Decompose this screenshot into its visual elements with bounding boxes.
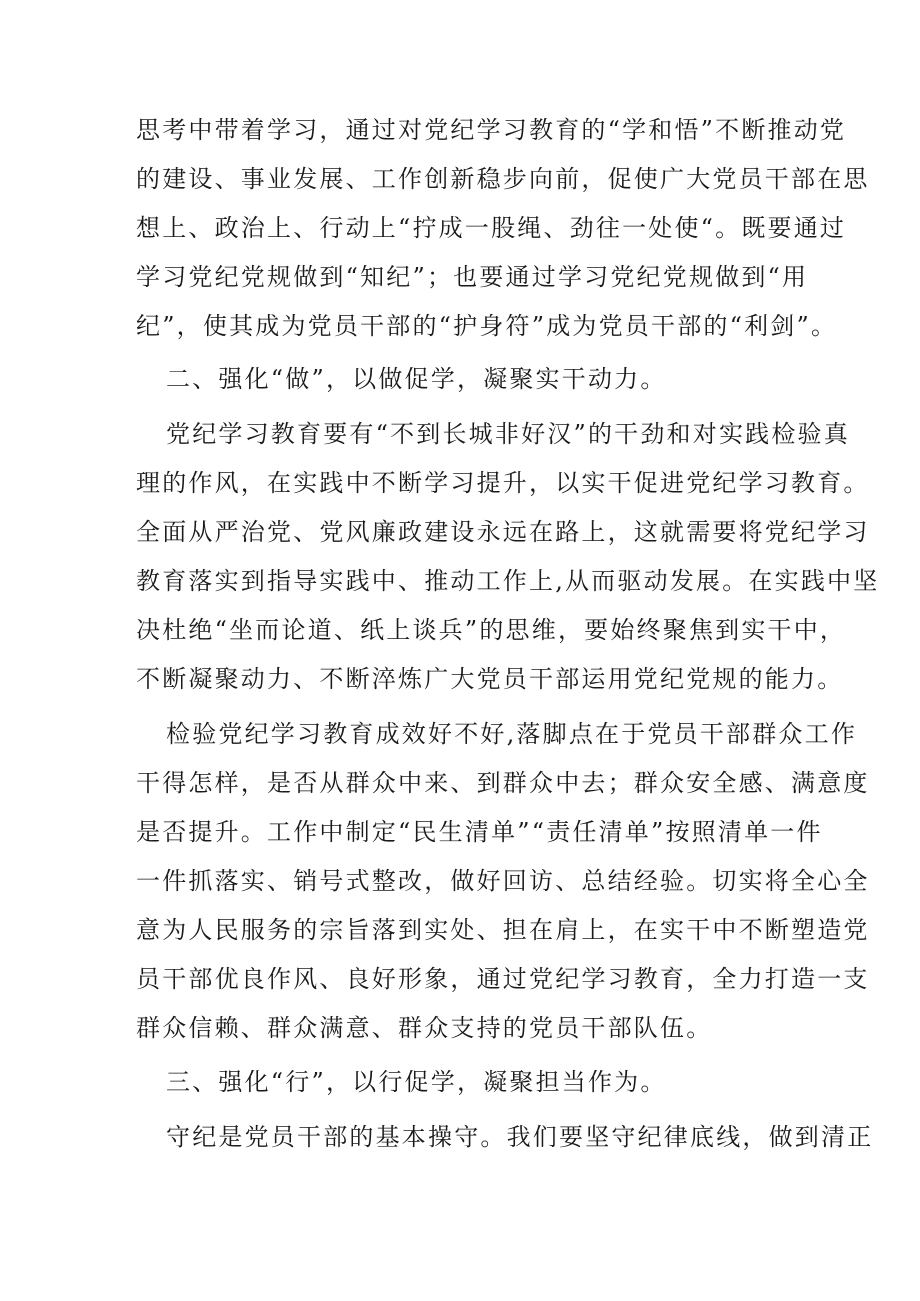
paragraph-3-line-7: 群众信赖、群众满意、群众支持的党员干部队伍。: [136, 1014, 713, 1042]
paragraph-2-line-3: 全面从严治党、党风廉政建设永远在路上，这就需要将党纪学习: [136, 518, 870, 546]
paragraph-3-line-4: 一件抓落实、销号式整改，做好回访、总结经验。切实将全心全: [136, 867, 870, 895]
paragraph-2-line-4: 教育落实到指导实践中、推动工作上,从而驱动发展。在实践中坚: [136, 567, 880, 595]
paragraph-1-line-2: 的建设、事业发展、工作创新稳步向前，促使广大党员干部在思: [136, 165, 870, 193]
paragraph-1-line-5: 纪”，使其成为党员干部的“护身符”成为党员干部的“利剑”。: [136, 312, 838, 340]
paragraph-3-line-5: 意为人民服务的宗旨落到实处、担在肩上，在实干中不断塑造党: [136, 916, 870, 944]
paragraph-1-line-4: 学习党纪党规做到“知纪”；也要通过学习党纪党规做到“用: [136, 263, 809, 291]
paragraph-3-line-6: 员干部优良作风、良好形象，通过党纪学习教育，全力打造一支: [136, 965, 870, 993]
paragraph-4-line-1: 守纪是党员干部的基本操守。我们要坚守纪律底线，做到清正: [166, 1123, 874, 1151]
paragraph-3-line-3: 是否提升。工作中制定“民生清单”“责任清单”按照清单一件: [136, 818, 823, 846]
paragraph-1-line-1: 思考中带着学习，通过对党纪学习教育的“学和悟”不断推动党: [136, 116, 847, 144]
section-heading-2: 二、强化“做”，以做促学，凝聚实干动力。: [166, 365, 667, 393]
paragraph-2-line-1: 党纪学习教育要有“不到长城非好汉”的干劲和对实践检验真: [166, 420, 850, 448]
section-heading-3: 三、强化“行”，以行促学，凝聚担当作为。: [166, 1068, 667, 1096]
paragraph-1-line-3: 想上、政治上、行动上“拧成一股绳、劲往一处使“。既要通过: [136, 214, 847, 242]
paragraph-2-line-2: 理的作风，在实践中不断学习提升，以实干促进党纪学习教育。: [136, 469, 870, 497]
paragraph-2-line-5: 决杜绝“坐而论道、纸上谈兵”的思维，要始终聚焦到实干中，: [136, 616, 847, 644]
paragraph-3-line-2: 干得怎样，是否从群众中来、到群众中去；群众安全感、满意度: [136, 769, 870, 797]
paragraph-3-line-1: 检验党纪学习教育成效好不好,落脚点在于党员干部群众工作: [166, 720, 858, 748]
paragraph-2-line-6: 不断凝聚动力、不断淬炼广大党员干部运用党纪党规的能力。: [136, 665, 844, 693]
